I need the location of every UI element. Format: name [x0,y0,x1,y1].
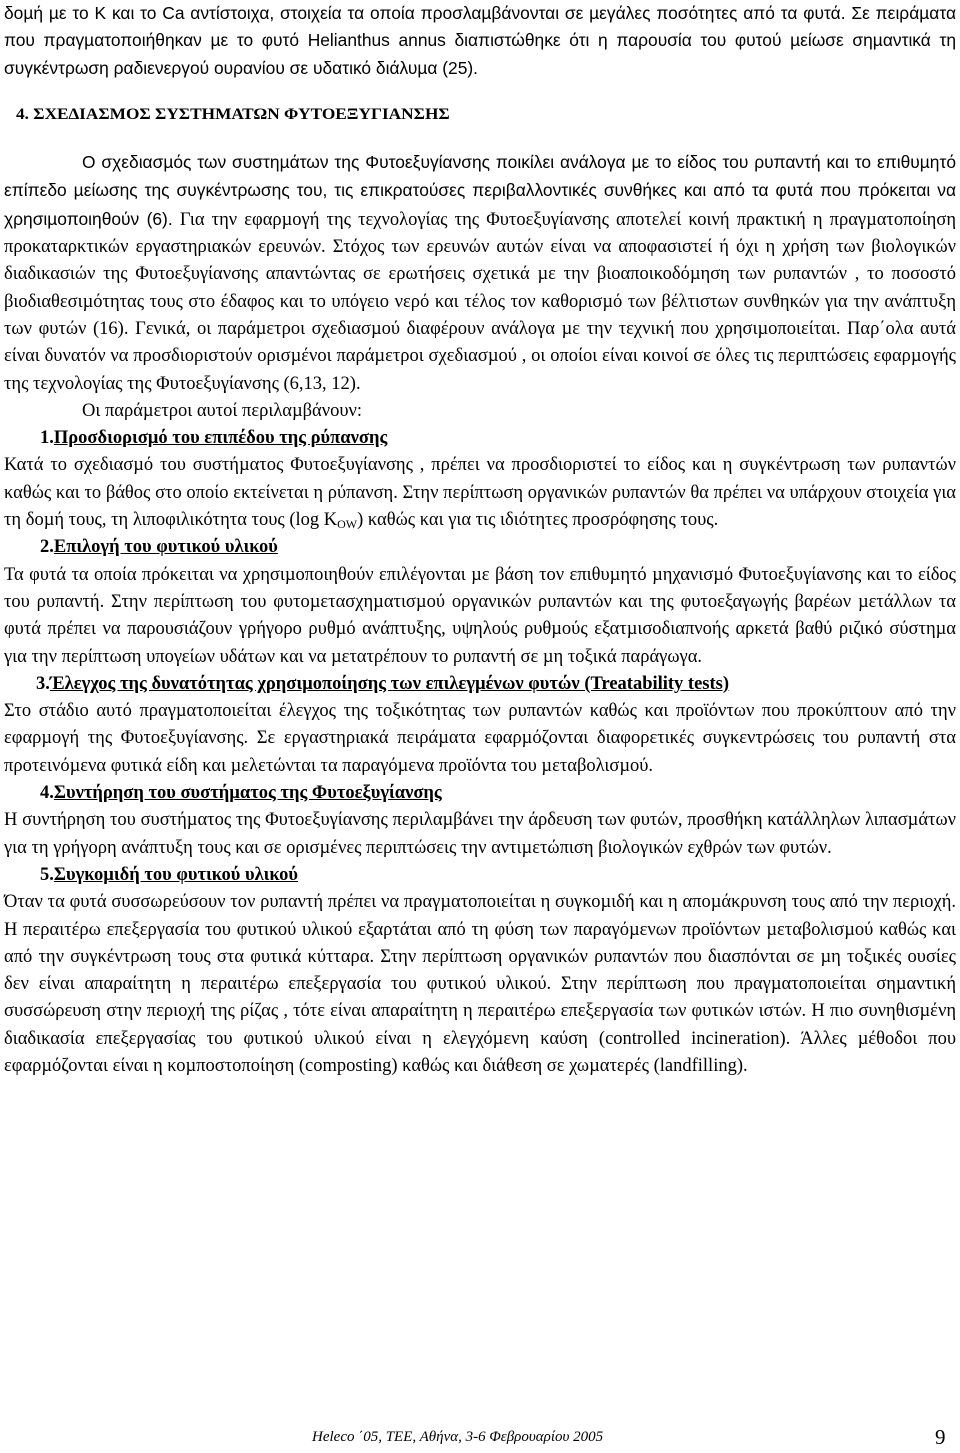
item-5-heading [4,862,956,889]
item-5-title: Συγκοµιδή του φυτικού υλικού [53,864,298,885]
design-paragraph [4,149,956,398]
item-4-heading [4,780,956,807]
section-number: 4. [16,105,29,123]
item-2-text: Τα φυτά τα οποία πρόκειται να χρησιµοποιηθούν επιλέγονται µε βάση τον επιθυµητό µηχανισµό Φυτοεξυγίανσης και το είδος του ρυπαντή. Στην περίπτωση του φυτοµετασχηµατισµού οργανικών ρυπαντών και της φυτοεξαγωγής βαρέων µετάλλων τα φυτά πρέπει να παρουσιάζουν γρήγορο ρυθµό ανάπτυξης, υψηλούς ρυθµούς εξατµισοδιαπνοής αρκετά βαθύ ριζικό σύστηµα για την περίπτωση υπογείων υδάτων και να µετατρέπουν το ρυπαντή σε µη τοξικά παράγωγα. [4,564,956,667]
intro-paragraph: δοµή µε το K και το Ca αντίστοιχα, στοιχεία τα οποία προσλαµβάνονται σε µεγάλες ποσότητες από τα φυτά. Σε πειράµατα που πραγµατοποιήθηκαν µε το φυτό Helianthus annus διαπιστώθηκε ότι η παρουσία του φυτού µείωσε σηµαντικά τη συγκέντρωση ραδιενεργού ουρανίου σε υδατικό διάλυµα (25). [4,3,956,78]
item-4-number: 4. [40,783,54,804]
section-title: ΣΧΕ∆ΙΑΣΜΟΣ ΣΥΣΤΗΜΑΤΩΝ ΦΥΤΟΕΞΥΓΙΑΝΣΗΣ [33,105,450,123]
item-3-number: 3. [36,673,50,694]
section-heading [4,101,956,128]
item-1-text-b: ) καθώς και για τις ιδιότητες προσρόφησης τους. [357,510,719,531]
params-intro: Οι παράµετροι αυτοί περιλαµβάνουν: [82,400,363,421]
document-page [4,0,956,1080]
design-paragraph-sans: Ο σχεδιασµός των συστηµάτων της Φυτοεξυγίανσης ποικίλει ανάλογα µε το είδος του ρυπαντή και το επιθυµητό επίπεδο µείωσης της συγκέντρωσης του, τις επικρατούσες περιβαλλοντικές συνθήκες και από τα φυτά που πρόκειται να χρησιµοποιηθούν (6). [4,152,956,229]
item-4-text: Η συντήρηση του συστήµατος της Φυτοεξυγίανσης περιλαµβάνει την άρδευση των φυτών, προσθήκη κατάλληλων λιπασµάτων για τη γρήγορη ανάπτυξη τους και σε ορισµένες περιπτώσεις την αντιµετώπιση βιολογικών εχθρών των φυτών. [4,810,956,858]
item-2-title: Επιλογή του φυτικού υλικού [53,537,278,558]
item-1-number: 1. [40,428,54,449]
footer-conference: Heleco ΄05, ΤΕΕ, Αθήνα, 3-6 Φεβρουαρίου 2005 [312,1429,604,1445]
item-3-title: Έλεγχος της δυνατότητας χρησιµοποίησης των επιλεγµένων φυτών (Treatability tests) [49,673,730,694]
log-kow-subscript: OW [337,517,358,532]
item-3-heading [4,671,956,698]
item-1-text-a: Κατά το σχεδιασµό του συστήµατος Φυτοεξυγίανσης , πρέπει να προσδιοριστεί το είδος και η συγκέντρωση των ρυπαντών καθώς και το βάθος στο οποίο εκτείνεται η ρύπανση. Στην περίπτωση οργανικών ρυπαντών θα πρέπει να υπάρχουν στοιχεία για τη δοµή τους, τη λιποφιλικότητα τους (log K [4,455,956,531]
item-3-text: Στο στάδιο αυτό πραγµατοποιείται έλεγχος της τοξικότητας των ρυπαντών καθώς και προϊόντων που προκύπτουν από την εφαρµογή της Φυτοεξυγίανσης. Σε εργαστηριακά πειράµατα εφαρµόζονται διαφορετικές συγκεντρώσεις του ρυπαντή στα προτεινόµενα φυτικά είδη και µελετώνται τα παραγόµενα προϊόντα του µεταβολισµού. [4,701,956,776]
design-paragraph-serif: Για την εφαρµογή της τεχνολογίας της Φυτοεξυγίανσης αποτελεί κοινή πρακτική η πραγµατοποίηση προκαταρκτικών εργαστηριακών ερευνών. [4,209,956,258]
item-5-text: Όταν τα φυτά συσσωρεύσουν τον ρυπαντή πρέπει να πραγµατοποιείται η συγκοµιδή και η αποµάκρυνση τους από την περιοχή. Η περαιτέρω επεξεργασία του φυτικού υλικού εξαρτάται από τη φύση των παραγόµενων προϊόντων µεταβολισµού καθώς και από την συγκέντρωση τους στα φυτικά κύτταρα. Στην περίπτωση οργανικών ρυπαντών που διασπόνται σε µη τοξικές ουσίες δεν είναι απαραίτητη η περαιτέρω επεξεργασία του φυτικού υλικού. Στην περίπτωση που πραγµατοποιείται σηµαντική συσσώρευση στην περιοχή της ρίζας , τότε είναι απαραίτητη η περαιτέρω επεξεργασία των φυτικών ιστών. Η πιο συνηθισµένη διαδικασία επεξεργασίας του φυτικού υλικού είναι η ελεγχόµενη καύση (controlled incineration). Άλλες µέθοδοι που εφαρµόζονται είναι η κοµποστοποίηση (composting) καθώς και διάθεση σε χωµατερές (landfilling). [4,892,956,1076]
item-5-number: 5. [40,864,54,885]
design-paragraph-serif-2: Στόχος των ερευνών αυτών είναι να αποφασιστεί ή όχι η χρήση των βιολογικών διαδικασιών της Φυτοεξυγίανσης απαντώντας σε ερωτήσεις σχετικά µε την βιοαποικοδόµηση των ρυπαντών , το ποσοστό βιοδιαθεσιµότητας τους στο έδαφος και το υπόγειο νερό και τέλος τον καθορισµό των βέλτιστων συνθηκών για την ανάπτυξη των φυτών (16). Γενικά, οι παράµετροι σχεδιασµού διαφέρουν ανάλογα µε την τεχνική που χρησιµοποιείται. Παρ΄ολα αυτά είναι δυνατόν να προσδιοριστούν ορισµένοι παράµετροι σχεδιασµού , οι οποίοι είναι κοινοί σε όλες τις περιπτώσεις εφαρµογής της τεχνολογίας της Φυτοεξυγίανσης (6,13, 12). [4,237,956,394]
item-2-heading [4,534,956,561]
item-1-heading [4,425,956,452]
page-number: 9 [935,1425,946,1449]
item-1-text [4,452,956,534]
page-footer [0,1425,960,1451]
item-2-number: 2. [40,537,54,558]
item-1-title: Προσδιορισµό του επιπέδου της ρύπανσης [53,428,388,449]
item-4-title: Συντήρηση του συστήµατος της Φυτοεξυγίανσης [53,783,442,804]
